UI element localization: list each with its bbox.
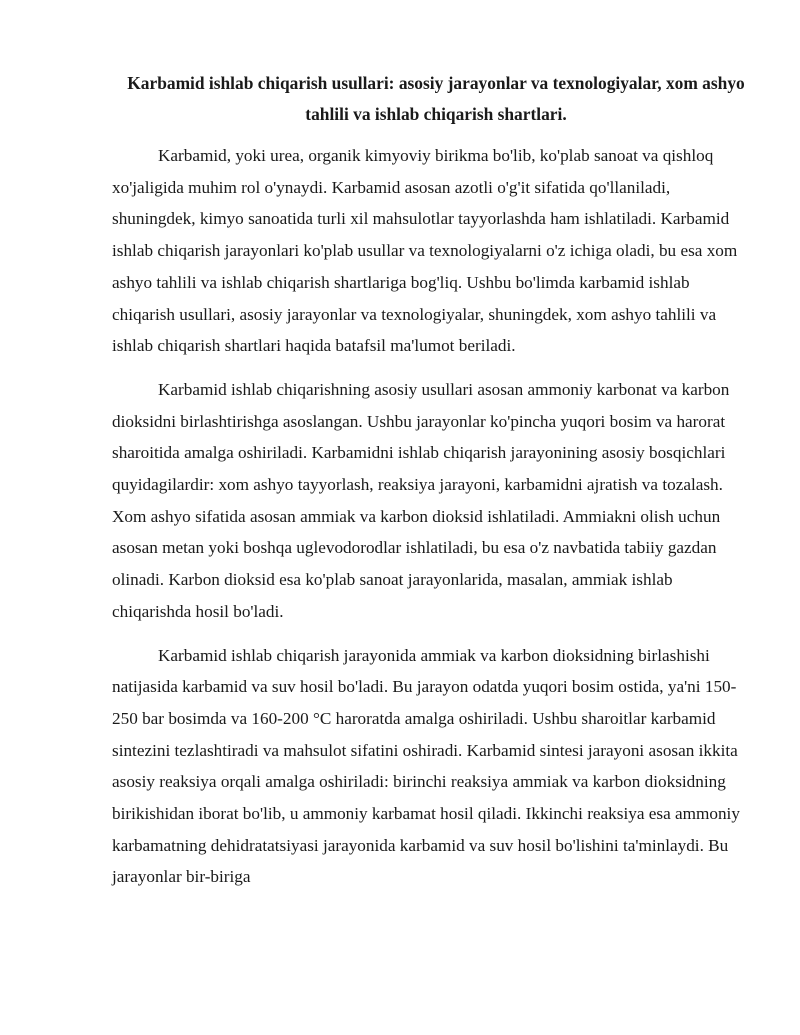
document-title: Karbamid ishlab chiqarish usullari: asosiy jarayonlar va texnologiyalar, xom ashyo tahlili va ishlab chiqarish shartlari. [127, 73, 745, 124]
paragraph-1: Karbamid, yoki urea, organik kimyoviy birikma bo'lib, ko'plab sanoat va qishloq xo'jaligida muhim rol o'ynaydi. Karbamid asosan azotli o'g'it sifatida qo'llaniladi, shuningdek, kimyo sanoatida turli xil mahsulotlar tayyorlashda ham ishlatiladi. Karbamid ishlab chiqarish jarayonlari ko'plab usullar va texnologiyalarni o'z ichiga oladi, bu esa xom ashyo tahlili va ishlab chiqarish shartlariga bog'liq. Ushbu bo'limda karbamid ishlab chiqarish usullari, asosiy jarayonlar va texnologiyalar, shuningdek, xom ashyo tahlili va ishlab chiqarish shartlari haqida batafsil ma'lumot beriladi. [112, 146, 738, 356]
paragraph-2: Karbamid ishlab chiqarishning asosiy usullari asosan ammoniy karbonat va karbon dioksidni birlashtirishga asoslangan. Ushbu jarayonlar ko'pincha yuqori bosim va harorat sharoitida amalga oshiriladi. Karbamidni ishlab chiqarish jarayonining asosiy bosqichlari quyidagilardir: xom ashyo tayyorlash, reaksiya jarayoni, karbamidni ajratish va tozalash. Xom ashyo sifatida asosan ammiak va karbon dioksid ishlatiladi. Ammiakni olish uchun asosan metan yoki boshqa uglevodorodlar ishlatiladi, bu esa o'z navbatida tabiiy gazdan olinadi. Karbon dioksid esa ko'plab sanoat jarayonlarida, masalan, ammiak ishlab chiqarishda hosil bo'ladi. [112, 379, 730, 621]
document-page [112, 68, 746, 905]
paragraph-3: Karbamid ishlab chiqarish jarayonida ammiak va karbon dioksidning birlashishi natijasida karbamid va suv hosil bo'ladi. Bu jarayon odatda yuqori bosim ostida, ya'ni 150-250 bar bosimda va 160-200 °C haroratda amalga oshiriladi. Ushbu sharoitlar karbamid sintezini tezlashtiradi va mahsulot sifatini oshiradi. Karbamid sintesi jarayoni asosan ikkita asosiy reaksiya orqali amalga oshiriladi: birinchi reaksiya ammiak va karbon dioksidning birikishidan iborat bo'lib, u ammoniy karbamat hosil qiladi. Ikkinchi reaksiya esa ammoniy karbamatning dehidratatsiyasi jarayonida karbamid va suv hosil bo'lishini ta'minlaydi. Bu jarayonlar bir-biriga [112, 645, 740, 887]
